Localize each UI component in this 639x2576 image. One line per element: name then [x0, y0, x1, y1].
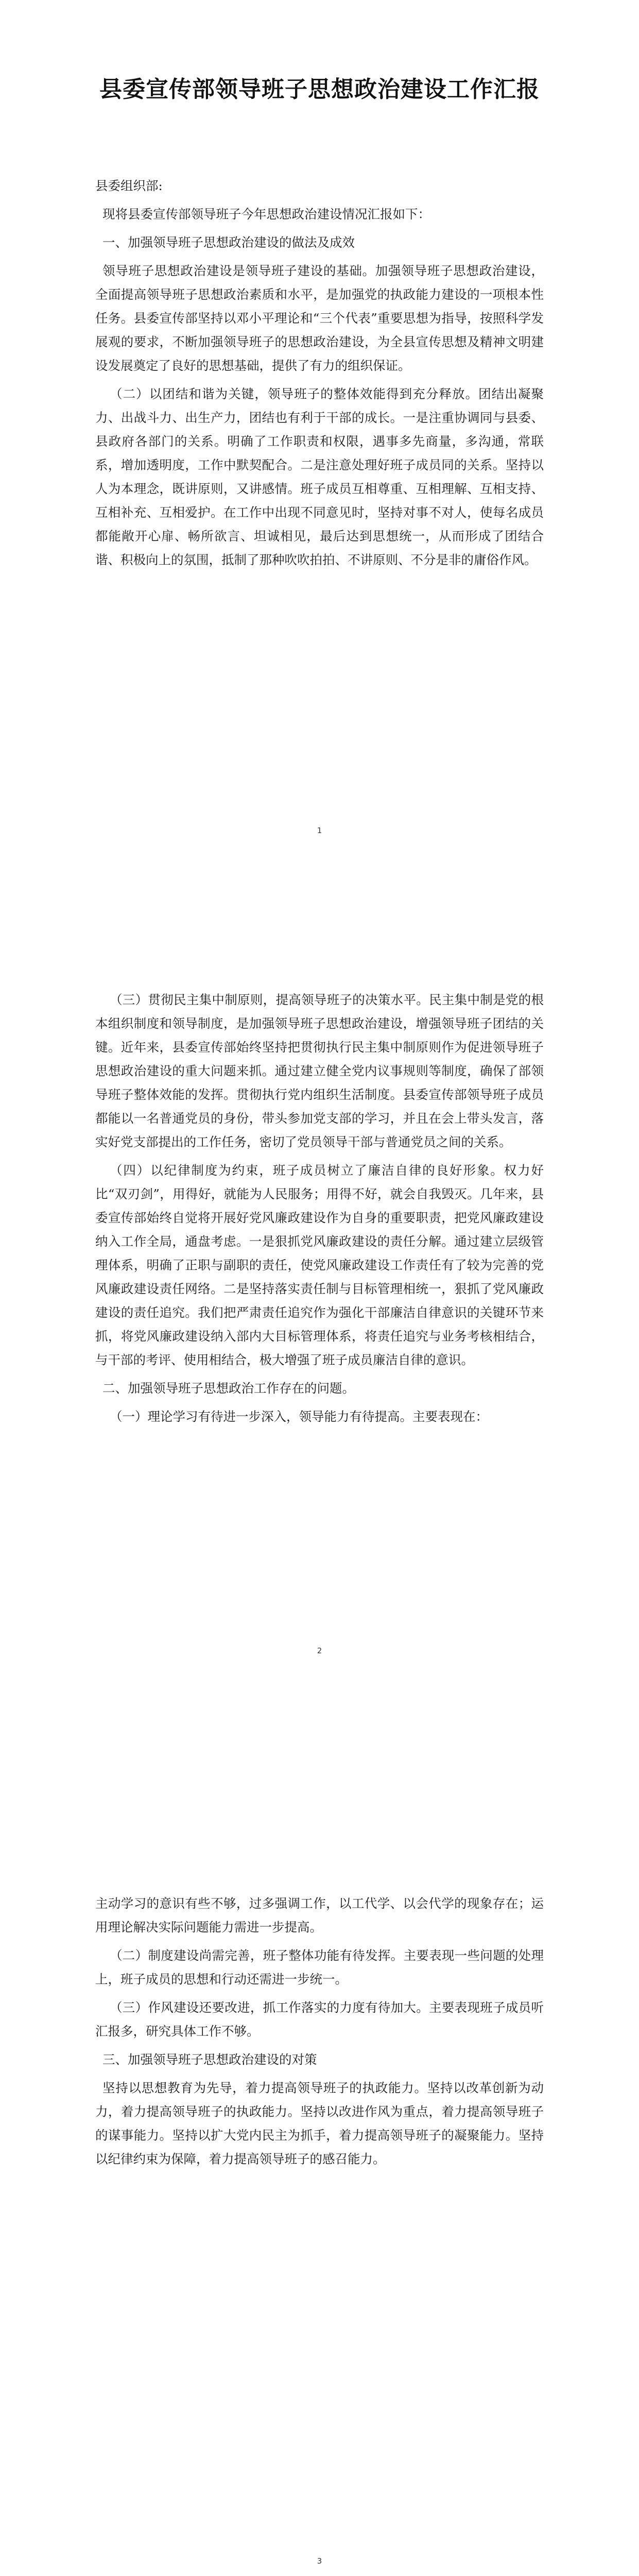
- section-heading-1: 一、加强领导班子思想政治建设的做法及成效: [102, 235, 355, 250]
- body-paragraph: 主动学习的意识有些不够，过多强调工作，以工代学、以会代学的现象存在；运用理论解决实际问题能力需进一步提高。: [95, 1896, 544, 1935]
- document-page-3: [0, 1808, 639, 2576]
- section-heading-2: 二、加强领导班子思想政治工作存在的问题。: [102, 1381, 355, 1396]
- body-paragraph: （二）以团结和谐为关键，领导班子的整体效能得到充分释放。团结出凝聚力、出战斗力、出生产力，团结也有利于干部的成长。一是注重协调同与县委、县政府各部门的关系。明确了工作职责和权限，遇事多先商量，多沟通，常联系，增加透明度，工作中默契配合。二是注意处理好班子成员同的关系。坚持以人为本理念，既讲原则，又讲感情。班子成员互相尊重、互相理解、互相支持、互相补充、互相爱护。在工作中出现不同意见时，坚持对事不对人，使每名成员都能敞开心扉、畅所欲言、坦诚相见，最后达到思想统一，从而形成了团结合谐、积极向上的氛围，抵制了那种吹吹拍拍、不讲原则、不分是非的庸俗作风。: [95, 386, 544, 567]
- document-page-1: [0, 0, 639, 904]
- page-3-body: [95, 1892, 544, 2176]
- document-title: 县委宣传部领导班子思想政治建设工作汇报: [99, 76, 540, 103]
- page-number: 2: [317, 1646, 322, 1655]
- body-paragraph: （三）作风建设还要改进，抓工作落实的力度有待加大。主要表现班子成员听汇报多，研究具体工作不够。: [95, 2000, 544, 2039]
- page-number: 1: [317, 826, 322, 835]
- document-page-2: [0, 904, 639, 1808]
- page-2-body: [95, 988, 544, 1433]
- page-1-body: [95, 174, 544, 577]
- body-paragraph: （四）以纪律制度为约束，班子成员树立了廉洁自律的良好形象。权力好比“双刃剑”，用得好，就能为人民服务；用得不好，就会自我毁灭。几年来，县委宣传部始终自觉将开展好党风廉政建设作为自身的重要职责，把党风廉政建设纳入工作全局，通盘考虑。一是狠抓党风廉政建设的责任分解。通过建立层级管理体系，明确了正职与副职的责任，使党风廉政建设工作责任有了较为完善的党风廉政建设责任网络。二是坚持落实责任制与目标管理相统一，狠抓了党风廉政建设的责任追究。我们把严肃责任追究作为强化干部廉洁自律意识的关键环节来抓，将党风廉政建设纳入部内大目标管理体系，将责任追究与业务考核相结合，与干部的考评、使用相结合，极大增强了班子成员廉洁自律的意识。: [95, 1163, 544, 1367]
- body-paragraph: 坚持以思想教育为先导，着力提高领导班子的执政能力。坚持以改革创新为动力，着力提高领导班子的执政能力。坚持以改进作风为重点，着力提高领导班子的谋事能力。坚持以扩大党内民主为抓手，着力提高领导班子的凝聚能力。坚持以纪律约束为保障，着力提高领导班子的感召能力。: [95, 2080, 544, 2166]
- salutation: 县委组织部:: [95, 178, 163, 193]
- body-paragraph: 领导班子思想政治建设是领导班子建设的基础。加强领导班子思想政治建设，全面提高领导班子思想政治素质和水平，是加强党的执政能力建设的一项根本性任务。县委宣传部坚持以邓小平理论和“三个代表”重要思想为指导，按照科学发展观的要求，不断加强领导班子的思想政治建设，为全县宣传思想及精神文明建设发展奠定了良好的思想基础，提供了有力的组织保证。: [95, 263, 544, 373]
- body-paragraph: （一）理论学习有待进一步深入，领导能力有待提高。主要表现在：: [110, 1409, 488, 1424]
- section-heading-3: 三、加强领导班子思想政治建设的对策: [102, 2052, 317, 2067]
- intro-paragraph: 现将县委宣传部领导班子今年思想政治建设情况汇报如下：: [102, 207, 430, 222]
- body-paragraph: （二）制度建设尚需完善，班子整体功能有待发挥。主要表现一些问题的处理上，班子成员的思想和行动还需进一步统一。: [95, 1948, 544, 1987]
- page-number: 3: [317, 2556, 322, 2566]
- body-paragraph: （三）贯彻民主集中制原则，提高领导班子的决策水平。民主集中制是党的根本组织制度和领导制度，是加强领导班子思想政治建设，增强领导班子团结的关键。近年来，县委宣传部始终坚持把贯彻执行民主集中制原则作为促进领导班子思想政治建设的重大问题来抓。通过建立健全党内议事规则等制度，确保了部领导班子整体效能的发挥。贯彻执行党内组织生活制度。县委宣传部领导班子成员都能以一名普通党员的身份，带头参加党支部的学习，并且在会上带头发言，落实好党支部提出的工作任务，密切了党员领导干部与普通党员之间的关系。: [95, 992, 544, 1149]
